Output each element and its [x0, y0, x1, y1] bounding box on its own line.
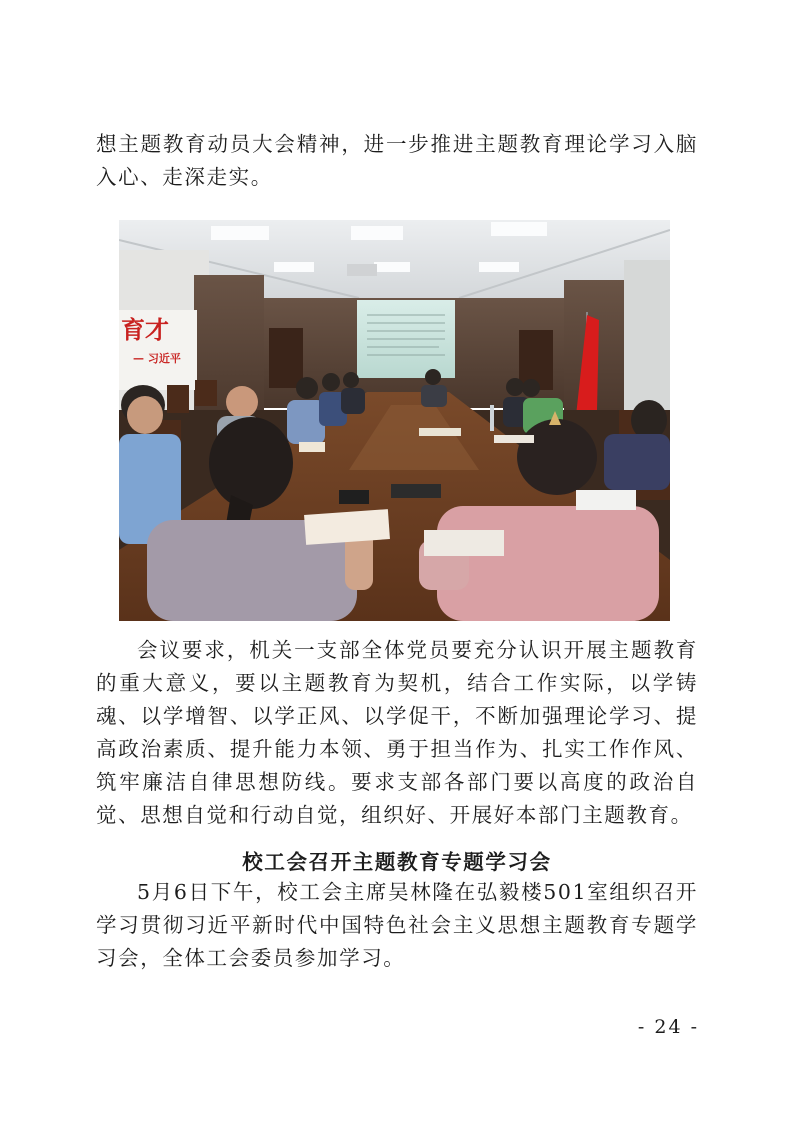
wall-slogan-large: 育才 — [121, 316, 169, 344]
body-paragraph-intro: 想主题教育动员大会精神，进一步推进主题教育理论学习入脑入心、走深走实。 — [96, 132, 698, 189]
body-paragraph-meeting: 会议要求，机关一支部全体党员要充分认识开展主题教育的重大意义，要以主题教育为契机，结合工作实际，以学铸魂、以学增智、以学正风、以学促干，不断加强理论学习、提高政治素质、提升能力本领、勇于担当作为、扎实工作作风、筑牢廉洁自律思想防线。要求支部各部门要以高度的政治自觉、思想自觉和行动自觉，组织好、开展好本部门主题教育。 — [96, 638, 698, 827]
wall-slogan-small: — 习近平 — [133, 352, 181, 365]
page-number: - 24 - — [637, 1016, 699, 1038]
meeting-photo — [119, 220, 670, 621]
body-paragraph-union: 5月6日下午，校工会主席吴林隆在弘毅楼501室组织召开学习贯彻习近平新时代中国特色社会主义思想主题教育专题学习会，全体工会委员参加学习。 — [96, 880, 698, 970]
section-heading: 校工会召开主题教育专题学习会 — [242, 850, 552, 874]
projector-icon — [347, 264, 377, 276]
